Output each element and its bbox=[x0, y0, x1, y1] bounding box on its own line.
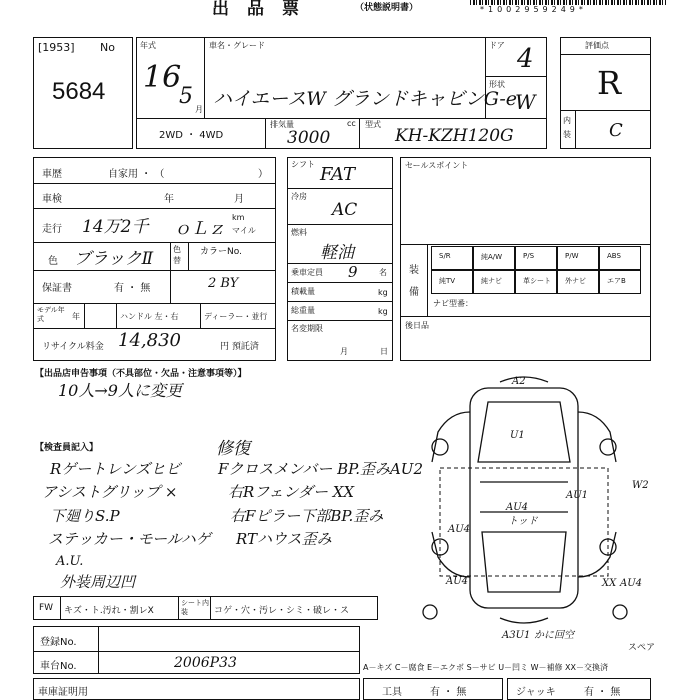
equipment-cell-border bbox=[599, 270, 641, 294]
model-label: 型式 bbox=[365, 120, 381, 129]
shift-label: シフト bbox=[291, 160, 315, 169]
cc-unit: cc bbox=[347, 119, 356, 128]
year-value: 16 bbox=[143, 60, 182, 95]
interior-label: 内装 bbox=[563, 116, 571, 139]
shape-label: 形状 bbox=[489, 80, 505, 89]
km-unit: km bbox=[232, 213, 245, 222]
sales-point-box bbox=[400, 157, 651, 361]
score-value: R bbox=[597, 64, 622, 102]
recycle-label: リサイクル料金 bbox=[42, 342, 104, 352]
diagram-label-0: A2 bbox=[512, 376, 526, 387]
registration-box bbox=[33, 626, 360, 674]
inspector-line-4: A.U. bbox=[56, 554, 84, 569]
vehicle-info-box bbox=[136, 37, 547, 149]
page-title: 出品票 bbox=[212, 0, 317, 19]
name-change-month: 月 bbox=[340, 347, 348, 356]
drive-options: 2WD ・ 4WD bbox=[159, 130, 224, 141]
shape-value: W bbox=[515, 90, 536, 114]
shift-value: FAT bbox=[320, 164, 355, 185]
recycle-suffix: 円 預託済 bbox=[220, 342, 259, 352]
equipment-cell-border bbox=[515, 246, 557, 270]
equipment-cell-border bbox=[599, 246, 641, 270]
name-value: ハイエースW グランドキャビンG-e bbox=[213, 88, 518, 110]
score-label: 評価点 bbox=[585, 41, 609, 50]
warranty-label: 保証書 bbox=[42, 283, 72, 294]
aircon-value: AC bbox=[332, 200, 358, 220]
seats-label: 乗車定員 bbox=[291, 268, 323, 277]
attachment-label: 後日品 bbox=[405, 321, 429, 330]
seat-items: コゲ・穴・汚レ・シミ・破レ・ス bbox=[214, 606, 350, 616]
diagram-label-11: かに回空 bbox=[534, 630, 574, 640]
color-change-label: 色替 bbox=[173, 245, 181, 265]
diagram-label-9: AU4 bbox=[620, 578, 643, 589]
warranty-options: 有 ・ 無 bbox=[114, 283, 151, 294]
recycle-value: 14,830 bbox=[118, 330, 181, 351]
aircon-label: 冷房 bbox=[291, 192, 307, 201]
inspector-heading: 修復 bbox=[216, 439, 250, 459]
fw-items: キズ・ト.汚れ・割レX bbox=[64, 606, 154, 616]
lot-no-label: No bbox=[100, 41, 115, 54]
inspector-line-3: ステッカー・モールハゲ bbox=[48, 530, 211, 548]
evaluation-box bbox=[560, 37, 651, 149]
equipment-item: 純ナビ bbox=[481, 277, 502, 285]
month-value: 5 bbox=[179, 84, 193, 109]
inspector-right-1: 右Rフェンダー XX bbox=[228, 483, 355, 501]
inspector-line-2: 下廻りS.P bbox=[50, 507, 120, 525]
history-label: 車歴 bbox=[42, 169, 62, 180]
inspector-line-0: Rゲートレンズヒビ bbox=[50, 460, 181, 478]
diagram-label-4: AU4 bbox=[506, 502, 529, 513]
color-code-value: 2 BY bbox=[208, 276, 239, 291]
tools-label: 工具 bbox=[382, 687, 402, 698]
equipment-item: 純A/W bbox=[481, 253, 503, 261]
equipment-item: 外ナビ bbox=[565, 277, 586, 285]
seller-notes-text: 10人→9人に変更 bbox=[58, 381, 182, 400]
seats-unit: 名 bbox=[379, 268, 387, 277]
equipment-item: P/W bbox=[565, 252, 579, 260]
color-label: 色 bbox=[48, 256, 58, 267]
vehicle-diagram bbox=[410, 372, 650, 640]
chassis-label: 車台No. bbox=[40, 661, 77, 672]
color-value: ブラックⅡ bbox=[74, 249, 154, 269]
seller-notes-label: 【出品店申告事項（不具部位・欠品・注意事項等）】 bbox=[35, 369, 247, 379]
history-close: ） bbox=[258, 169, 268, 180]
inspector-right-0: Fクロスメンバー BP.歪みAU2 bbox=[218, 460, 423, 478]
inspection-label: 車検 bbox=[42, 194, 62, 205]
handle-label: ハンドル 左・右 bbox=[120, 312, 179, 321]
history-options: 自家用 ・ （ bbox=[108, 169, 165, 180]
displacement-value: 3000 bbox=[287, 128, 331, 148]
tools-box bbox=[363, 678, 503, 700]
diagram-label-1: U1 bbox=[510, 430, 525, 441]
diagram-label-7: AU4 bbox=[446, 576, 469, 587]
chassis-value: 2006P33 bbox=[174, 655, 237, 671]
inspector-label: 【検査員記入】 bbox=[35, 443, 99, 453]
details-table bbox=[33, 157, 276, 361]
page-subtitle: （状態説明書） bbox=[355, 3, 419, 13]
color-code-label: カラーNo. bbox=[200, 247, 242, 257]
inspection-year-unit: 年 bbox=[164, 194, 174, 205]
equipment-cell-border bbox=[473, 270, 515, 294]
diagram-label-8: XX bbox=[602, 578, 617, 589]
model-value: KH-KZH120G bbox=[395, 126, 514, 146]
seat-label: シート内装 bbox=[181, 599, 209, 616]
equipment-item: P/S bbox=[523, 252, 535, 260]
inspector-line-1: アシストグリップ × bbox=[42, 483, 178, 501]
mile-unit: マイル bbox=[232, 226, 256, 235]
inspection-month-unit: 月 bbox=[234, 194, 244, 205]
diagram-label-3: AU1 bbox=[566, 490, 589, 501]
load-label: 積載量 bbox=[291, 287, 315, 296]
inspector-right-2: 右Fピラー下部BP.歪み bbox=[230, 507, 384, 525]
name-label: 車名・グレード bbox=[209, 41, 265, 50]
mileage-manten: ｏＬｚ bbox=[174, 219, 225, 239]
spec-table bbox=[287, 157, 393, 361]
diagram-label-5: トッド bbox=[508, 516, 538, 527]
damage-legend: A－キズ C－腐食 E－エクボ S－サビ U－凹ミ W－補修 XX－交換済 bbox=[363, 663, 609, 672]
sales-point-label: セールスポイント bbox=[405, 161, 469, 170]
seats-value: 9 bbox=[348, 263, 358, 281]
diagram-label-6: AU4 bbox=[448, 524, 471, 535]
garage-cert-box bbox=[33, 678, 360, 700]
name-change-day: 日 bbox=[380, 347, 388, 356]
mileage-value: 14万2千 bbox=[82, 217, 149, 237]
equipment-cell-border bbox=[431, 246, 473, 270]
mileage-label: 走行 bbox=[42, 224, 62, 235]
model-type-label: モデル年式 bbox=[37, 306, 65, 323]
displacement-label: 排気量 bbox=[270, 120, 294, 129]
weight-unit: kg bbox=[378, 307, 388, 316]
equipment-cell-border bbox=[431, 270, 473, 294]
diagram-label-2: W2 bbox=[632, 480, 649, 491]
month-unit: 月 bbox=[195, 105, 203, 114]
equipment-cell-border bbox=[473, 246, 515, 270]
lot-year: 1953 bbox=[42, 41, 71, 54]
equipment-item: S/R bbox=[439, 252, 451, 260]
registration-label: 登録No. bbox=[40, 637, 77, 648]
equipment-item: ABS bbox=[607, 252, 621, 260]
equipment-item: 純TV bbox=[439, 277, 456, 285]
diagram-label-10: A3U1 bbox=[502, 630, 531, 640]
barcode-number: *1002959249* bbox=[480, 5, 587, 14]
equipment-label: 装備 bbox=[409, 265, 419, 298]
interior-value: C bbox=[609, 120, 623, 141]
navi-label: ナビ型番： bbox=[433, 299, 473, 308]
name-change-label: 名変期限 bbox=[291, 324, 323, 333]
inspector-right-3: RTハウス歪み bbox=[236, 530, 332, 548]
load-unit: kg bbox=[378, 288, 388, 297]
equipment-cell-border bbox=[557, 270, 599, 294]
lot-number: 5684 bbox=[52, 78, 106, 105]
door-label: ドア bbox=[489, 41, 505, 50]
equipment-cell-border bbox=[557, 246, 599, 270]
equipment-item: エアB bbox=[607, 277, 626, 285]
equipment-cell-border bbox=[515, 270, 557, 294]
inspector-line-5: 外装周辺凹 bbox=[60, 573, 136, 591]
door-value: 4 bbox=[517, 44, 534, 74]
dealer-label: ディーラー・並行 bbox=[204, 312, 268, 321]
certificate-label: 車庫証明用 bbox=[38, 687, 88, 698]
year-label: 年式 bbox=[140, 41, 156, 50]
jack-options: 有 ・ 無 bbox=[584, 687, 621, 698]
jack-box bbox=[507, 678, 651, 700]
fuel-value: 軽油 bbox=[320, 243, 354, 263]
fw-row bbox=[33, 596, 378, 620]
fw-label: FW bbox=[39, 603, 54, 613]
lot-box: [1953] No 5684 bbox=[33, 37, 133, 149]
spare-label: スペア bbox=[628, 643, 656, 653]
model-type-year-unit: 年 bbox=[72, 312, 80, 321]
equipment-item: 革シート bbox=[523, 277, 551, 285]
jack-label: ジャッキ bbox=[516, 687, 556, 698]
fuel-label: 燃料 bbox=[291, 228, 307, 237]
weight-label: 総重量 bbox=[291, 306, 315, 315]
tools-options: 有 ・ 無 bbox=[430, 687, 467, 698]
